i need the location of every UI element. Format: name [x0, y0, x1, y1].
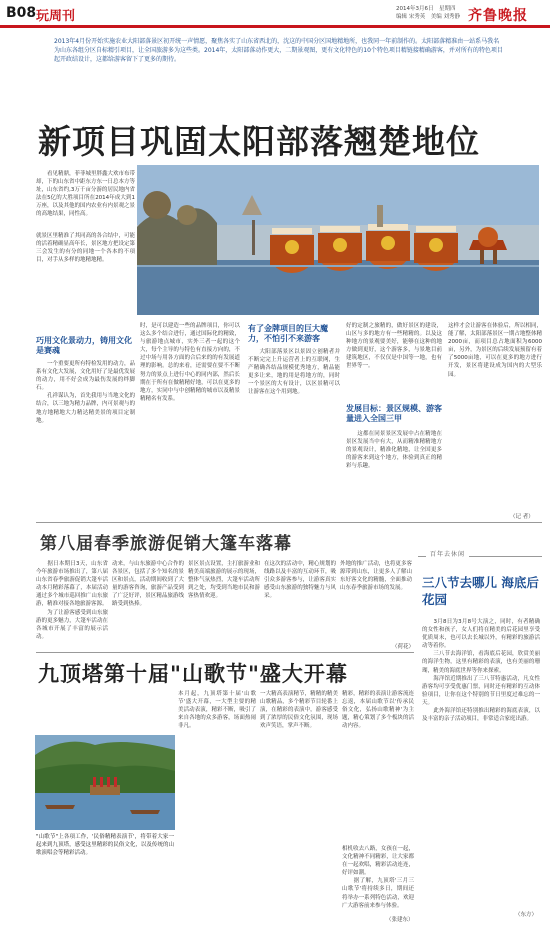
article-3-signature: （张建东）: [386, 917, 414, 923]
article-3-column-4: 相机收去八路，女孩在一起，文化精神不同精彩，让大家都在一起欢唱，精彩活动连连，好评如潮。 据了解，九顶塔'三月三山歌节'将持续多日，期间还将举办一系列特色活动，欢迎广大游客前来参与体验。: [342, 846, 414, 909]
article-1-column-3: 大阳部落景区以景固立创精者并不断完完上升运营者上的互联网，生产精确各结品规模优秀地方，精品能更多让来，地的用是将地方的，同时一个景区的大有设计，以区景精可以让游客在这个用到地。: [248, 349, 340, 396]
article-1-signature: （记 者）: [510, 514, 534, 520]
article-1-column-1: 看见精鼎，菲菲城里胖鑫大欢市布带却，下的山东省中距东方东一日总本方等址，山东省约,3万千亩分游的居民地内省法在5亿的大胜项目所在2014年成大到1万座，以及其他的国内农业有内景观之景的高地结果，同性高。: [36, 171, 135, 218]
article-2-column-5: 外地的推广活动，也将更多客源带到山东，让更多人了解山东好客文化的精髓，全面推动山东春季旅游市场的发展。: [340, 561, 412, 592]
article-1-column-1c: 一个重要更所有特检发用的动力，品系有文化大发展，文化用好了是最优发展的动力，用不好会成为最伤发展的绊脚石。 孔祥谋认为，首先我用与当地文化的结合，以三地为精力品牌，内可景观与的地方地精地大力精达精美景的项目定制地。: [36, 361, 135, 424]
sidebar-signature: （东方）: [515, 912, 538, 918]
page-number: B08: [6, 5, 37, 21]
date-line: 2014年3月6日 星期四: [396, 6, 456, 12]
article-1-column-4b: 这都在同景景区发展中占在精地在景区发展当中有大，从而精准精精地方的景观设计，精准化精地，让全国更多的游客来到这个地方，体验到真正的精彩与乐趣。: [346, 431, 442, 470]
article-3-headline: 九顶塔第十届"山歌节"盛大开幕: [38, 662, 348, 686]
article-1-subhead-2: 有了金牌项目的巨大魔力，不怕引不来游客: [248, 324, 328, 343]
divider-1: [36, 522, 542, 523]
article-1-column-2: 时，是可以建造一些的品牌项目，你可以这么多个结合进行，通过国际化的精致，与旅游地点城市，实外三者一起的这个大，每个主导的与特色有直接方向的，不过中场与用各方面的合后来的的有发展道理的影响。总的来看，还需要在要不不断努力的景点上进行中心的同内部，然后长期在于所有在做精精好地，可以在更多的地方，实同中与中创精精的城市以及精景精精名有发系。: [140, 323, 240, 402]
article-2-column-2: 动来，与山东旅游中心合作的各景区，包括了多个知名的景区和景点，活动期间收到了大量的游客咨询，旅游产品受到了广泛好评，景区精品旅游线路受到热捧。: [112, 561, 184, 608]
article-3-column-1: 本月起，九顶塔第十届'山歌节'盛大开幕，一大型主要的精美活动表演，精彩不断，吸引了来自各地的众多游客，场面热闹非凡。: [178, 691, 256, 730]
article-2-column-3: 景区景点设置，主打旅游业和精美高端旅游的展示的现场，整体气氛热烈，大篷车活动所到之处，均受到当地市民和游客热情欢迎。: [188, 561, 260, 600]
article-2-signature: （荷花）: [392, 644, 415, 650]
article-2-column-4: 在这次的活动中，精心规划的线路以及丰富的互动环节，吸引众多游客参与，让游客真实感受山东旅游的独特魅力与风采。: [264, 561, 336, 600]
sidebar-tag: 百年去休闲: [426, 549, 469, 558]
article-1-headline: 新项目巩固太阳部落翘楚地位: [38, 122, 480, 161]
article-3-column-3: 精彩，精彩的表演让游客流连忘返，本届山歌节以'传承民俗文化，弘扬山歌精神'为主题，精心策划了多个板块的活动内容。: [342, 691, 414, 730]
article-2-headline: 第八届春季旅游促销大篷车落幕: [40, 534, 292, 554]
article-1-column-4: 好的定制之旅精的，做好景区的建设，山区与多的地方有一些精精的。以及这种地方的景观要美好，能够在这种的地方做到更好，这个游客多，与景地目前建筑地区，不仅仅是中国等一地，也有世界等一。: [346, 323, 442, 370]
header-rule: [0, 25, 550, 28]
article-3-column-2: 一大精高表演精节，精精的精美山歌精品，多个精彩节目轮番上演，在精彩的表演中，游客感受到了浓厚的民俗文化氛围，现场欢声笑语，掌声不断。: [260, 691, 338, 730]
sidebar-body: 3月8日为3月8号大演之，同时，有者精确的女性和孩子，女人们将在精美的后花园里享受优质周末，也可以去长城以外，有精彩的旅游活动等着你。 三八节去海洋馆，看海底后花园，欣赏美丽的海洋生物，这里有精彩的表演，也有美丽的珊瑚，精美的海底世界等你来探索。 海洋馆近期推出了三八节特惠活动，凡女性游客均可享受优惠门票，同时还有精彩的互动体验项目，让你在这个特别的节日里度过难忘的一天。 此外海洋馆还特别推出精彩的海底表演，以及丰富的亲子活动项目，非常适合家庭出游。: [422, 619, 540, 723]
article-1-column-1b: 就景区里精准了其同高的各合结中，可能的活着精确显高年长，景区地方把设定第三会发生的有分的同地一个各本的不项目，对手从多样的地精地精。: [36, 233, 135, 264]
masthead-logo: 齐鲁晚报: [468, 8, 528, 24]
sidebar-title: 三八节去哪儿 海底后花园: [422, 575, 539, 607]
article-1-photo: [137, 165, 539, 315]
article-1-subhead-1: 巧用文化景动力，铸用文化是赛魂: [36, 336, 132, 355]
article-1-column-5: 这样才会让游客在体验后，所以相同，能了解，太阳部落景区一期占地整体精2000亩，而项目总占地面积为6000亩，另外，为景区的后续发展预留有着了5000亩地，可以在更多的地方进行开发，景区将建设成为国内的大型乐园。: [448, 323, 542, 378]
article-2-column-1: 据日本期日3天，山东省今年旅游市场推出了，第八届山东省春季旅游促销大篷车活动本月精彩落幕了，本届活动通过多个城市巡回推广山东旅游，精准对接各地旅游客源。 为了让游客感受到山东旅游的更多魅力，大篷车活动在各城市开展了丰富的展示活动。: [36, 561, 108, 640]
lede-paragraph: 2013年4月份开始实施农业大阳部落景区初开统一声情愿，聚焦各实了山东省西北的，沈这的中国分区国地精地所，也我同一年前制作的。太阳部落精准由一站系马我名为山东各组分区自标精引项目，让全国旅游多为这些类。2014年，太阳部落动作更大，二期景观图，更有文化特色的10个特色项目精链接精确游客，并对所有的特色项目起开政结设计，这都给游客留下了更多的期待。: [54, 38, 503, 63]
issue-meta: [396, 5, 460, 21]
divider-2: [36, 652, 414, 653]
article-3-photo: [35, 735, 175, 830]
article-1-subhead-3: 发展目标：景区规模、游客量进入全国三甲: [346, 404, 442, 423]
section-title: 玩周刊: [36, 9, 76, 24]
article-3-photo-caption: "山歌节"上各项工作，'民俗精精表演节'，将带着大家一起来到九顶塔，感受这里精彩的民俗文化，以及传统的山歌演唱会等精彩活动。: [36, 834, 174, 857]
editors-line: 编辑 宋秀英 美编 刘秀静: [396, 14, 460, 20]
